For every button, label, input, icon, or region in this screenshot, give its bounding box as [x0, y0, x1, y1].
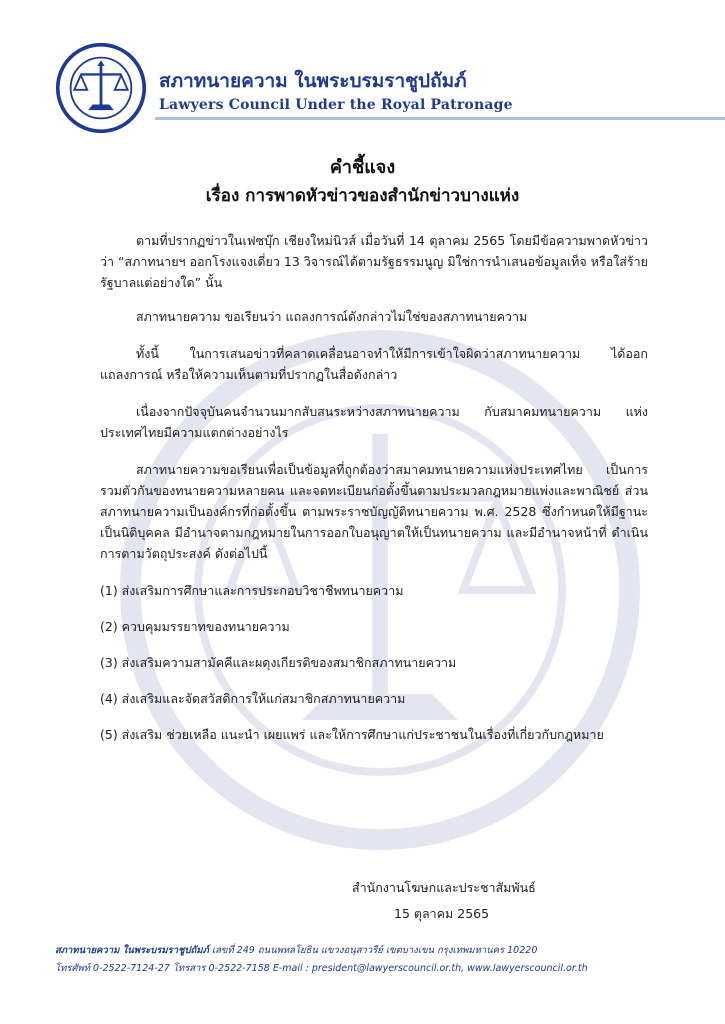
footer-org-name: สภาทนายความ ในพระบรมราชูปถัมภ์: [55, 945, 209, 956]
signature-office: สำนักงานโฆษกและประชาสัมพันธ์: [352, 880, 536, 895]
list-item: (3) ส่งเสริมความสามัคคีและผดุงเกียรติของสมาชิกสภาทนายความ: [100, 655, 457, 670]
paragraph: สภาทนายความ ขอเรียนว่า แถลงการณ์ดังกล่าวไม่ใช่ของสภาทนายความ: [136, 309, 528, 324]
paragraph: เนื่องจากปัจจุบันคนจำนวนมากสับสนระหว่างสภาทนายความ กับสมาคมทนายความ แห่งประเทศไทยมีความแตกต่างอย่างไร: [100, 404, 648, 440]
footer-address: เลขที่ 249 ถนนพหลโยธิน แขวงอนุสาวรีย์ เขตบางเขน กรุงเทพมหานคร 10220: [208, 945, 538, 956]
header-divider: [155, 117, 725, 120]
list-item: (5) ส่งเสริม ช่วยเหลือ แนะนำ เผยแพร่ และให้การศึกษาแก่ประชาชนในเรื่องที่เกี่ยวกับกฎหมาย: [100, 727, 604, 742]
document-title: คำชี้แจง: [329, 157, 396, 178]
org-name-thai: สภาทนายความ ในพระบรมราชูปถัมภ์: [159, 70, 467, 92]
list-item: (2) ควบคุมมรรยาทของทนายความ: [100, 619, 290, 634]
document-subject: เรื่อง การพาดหัวข่าวของสำนักข่าวบางแห่ง: [205, 186, 520, 206]
letterhead: [55, 42, 725, 132]
council-seal-logo: [55, 42, 147, 134]
footer: [55, 942, 675, 978]
signature-date: 15 ตุลาคม 2565: [394, 906, 490, 921]
list-item: (1) ส่งเสริมการศึกษาและการประกอบวิชาชีพทนายความ: [100, 583, 404, 598]
footer-address-line: [55, 942, 675, 960]
paragraph: ตามที่ปรากฏข่าวในเฟซบุ๊ก เชียงใหม่นิวส์ เมื่อวันที่ 14 ตุลาคม 2565 โดยมีข้อความพาดหัวข่าว ว่า “สภาทนายฯ ออกโรงแจงเดี่ยว 13 วิจารณ์ได้ตามรัฐธรรมนูญ มิใช่การนำเสนอข้อมูลเท็จ หรือใส่ร้ายรัฐบาลแต่อย่างใด” นั้น: [100, 233, 648, 290]
paragraph: ทั้งนี้ ในการเสนอข่าวที่คลาดเคลื่อนอาจทำให้มีการเข้าใจผิดว่าสภาทนายความ ได้ออก แถลงการณ์ หรือให้ความเห็นตามที่ปรากฏในสื่อดังกล่าว: [100, 346, 648, 382]
paragraph: สภาทนายความขอเรียนเพื่อเป็นข้อมูลที่ถูกต้องว่าสมาคมทนายความแห่งประเทศไทย เป็นการ รวมตัวกันของทนายความหลายคน และจดทะเบียนก่อตั้งขึ้นตามประมวลกฎหมายแพ่งและพาณิชย์ ส่วน สภาทนายความเป็นองค์กรที่ก่อตั้งขึ้น ตามพระราชบัญญัติทนายความ พ.ศ. 2528 ซึ่งกำหนดให้มีฐานะ เป็นนิติบุคคล มีอำนาจตามกฎหมายในการออกใบอนุญาตให้เป็นทนายความ และมีอำนาจหน้าที่ ดำเนินการตามวัตถุประสงค์ ดังต่อไปนี้: [100, 462, 648, 561]
list-item: (4) ส่งเสริมและจัดสวัสดิการให้แก่สมาชิกสภาทนายความ: [100, 691, 406, 706]
document-body: [100, 230, 648, 760]
org-name-english: Lawyers Council Under the Royal Patronage: [159, 97, 513, 113]
footer-contact: โทรศัพท์ 0-2522-7124-27 โทรสาร 0-2522-7158 E-mail : president@lawyerscouncil.or.th, www.lawyerscouncil.or.th: [55, 963, 588, 974]
